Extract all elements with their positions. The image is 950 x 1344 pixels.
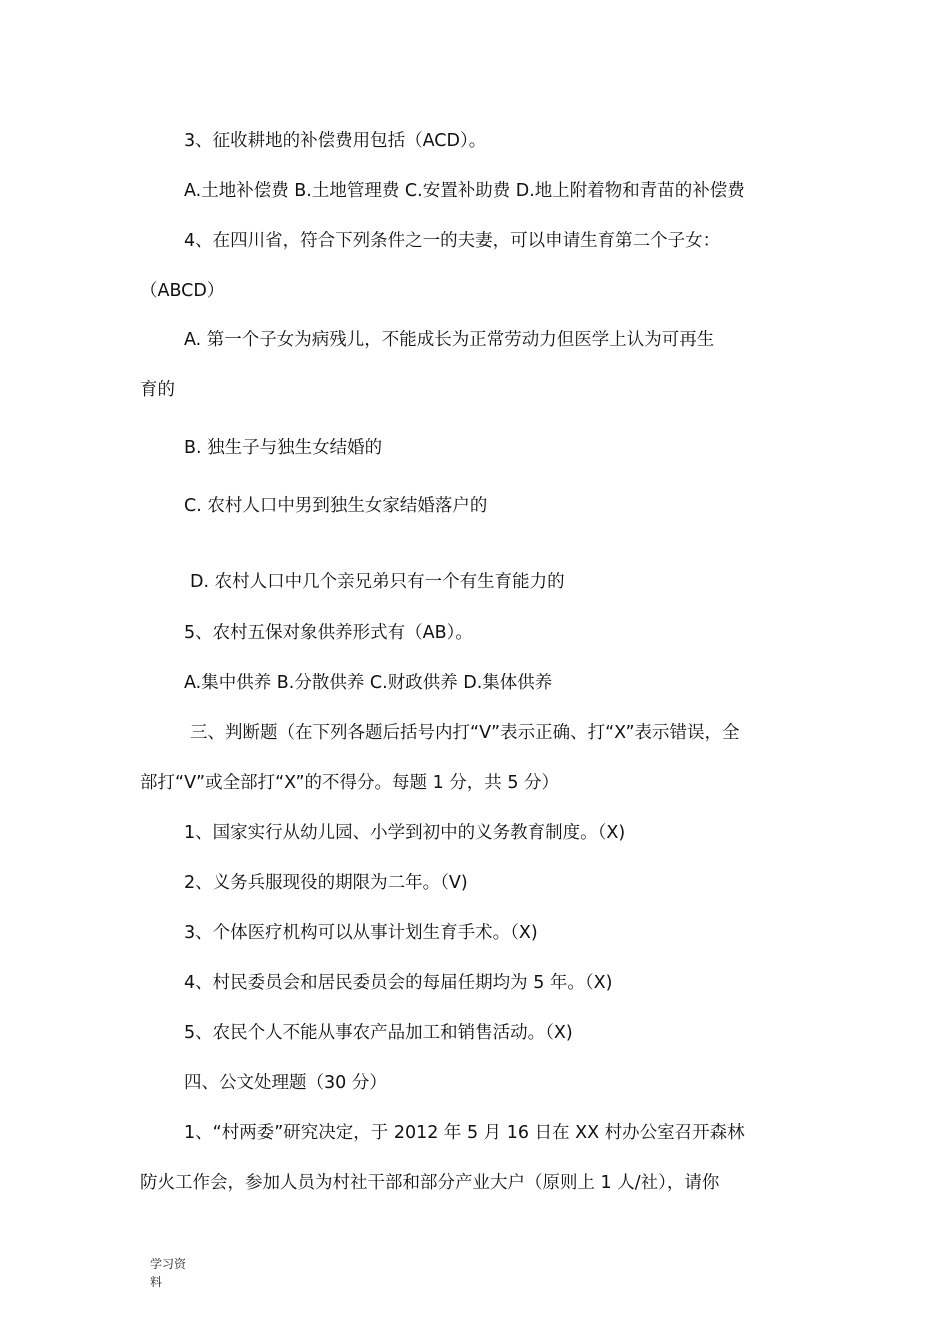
judgement-1: 1、国家实行从幼儿园、小学到初中的义务教育制度。（X): [184, 823, 626, 843]
judgement-2: 2、义务兵服现役的期限为二年。（V): [184, 873, 468, 893]
question-5-options: A.集中供养 B.分散供养 C.财政供养 D.集体供养: [184, 673, 553, 693]
question-3-compensation: 3、征收耕地的补偿费用包括（ACD）。: [184, 131, 487, 151]
question-3-options: A.土地补偿费 B.土地管理费 C.安置补助费 D.地上附着物和青苗的补偿费: [184, 181, 745, 201]
section-3-heading: 三、判断题（在下列各题后括号内打“V”表示正确、打“X”表示错误，全: [190, 723, 740, 743]
footer-label: 学习资: [150, 1257, 187, 1271]
question-4-option-a-cont: 育的: [140, 380, 175, 400]
question-4-option-a: A. 第一个子女为病残儿，不能成长为正常劳动力但医学上认为可再生: [184, 330, 715, 350]
footer-label-cont: 料: [150, 1275, 163, 1289]
question-4-option-b: B. 独生子与独生女结婚的: [184, 438, 383, 458]
question-4-answer: （ABCD）: [140, 281, 225, 301]
question-5-five-guarantees: 5、农村五保对象供养形式有（AB）。: [184, 623, 473, 643]
judgement-5: 5、农民个人不能从事农产品加工和销售活动。（X): [184, 1023, 573, 1043]
section-3-heading-cont: 部打“V”或全部打“X”的不得分。每题 1 分，共 5 分）: [140, 773, 560, 793]
judgement-3: 3、个体医疗机构可以从事计划生育手术。（X): [184, 923, 538, 943]
question-4-second-child: 4、在四川省，符合下列条件之一的夫妻，可以申请生育第二个子女：: [184, 231, 721, 251]
question-4-option-c: C. 农村人口中男到独生女家结婚落户的: [184, 496, 488, 516]
judgement-4: 4、村民委员会和居民委员会的每届任期均为 5 年。（X): [184, 973, 613, 993]
document-question-1-cont: 防火工作会，参加人员为村社干部和部分产业大户（原则上 1 人/社），请你: [140, 1173, 720, 1193]
question-4-option-d: D. 农村人口中几个亲兄弟只有一个有生育能力的: [190, 572, 565, 592]
section-4-heading: 四、公文处理题（30 分）: [184, 1073, 387, 1093]
document-question-1: 1、“村两委”研究决定，于 2012 年 5 月 16 日在 XX 村办公室召开森林: [184, 1123, 745, 1143]
